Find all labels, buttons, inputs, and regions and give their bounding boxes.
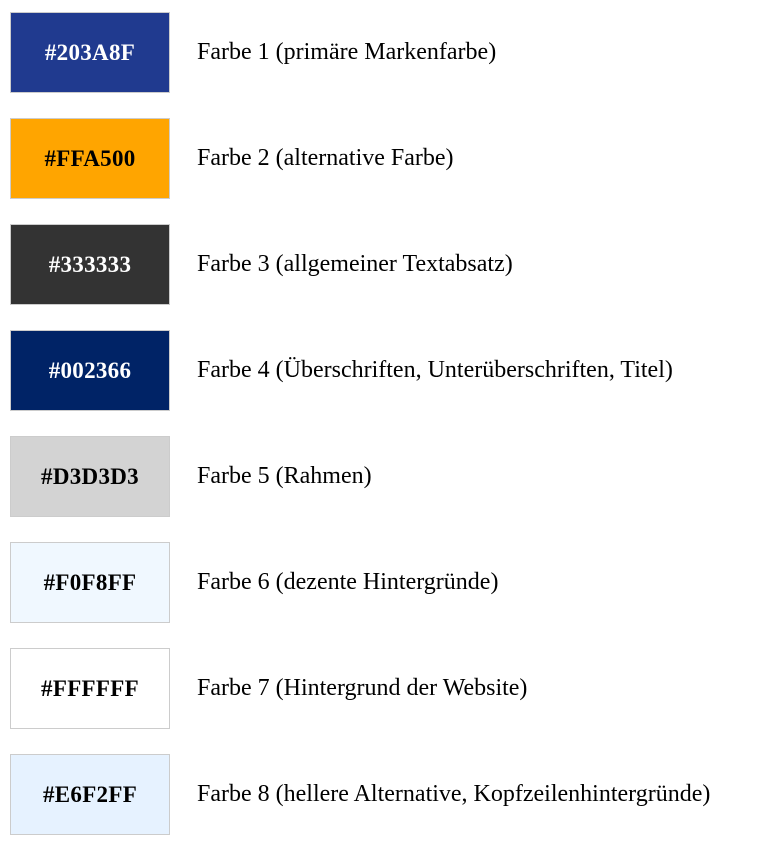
color-swatch xyxy=(10,330,170,411)
color-row xyxy=(10,648,776,729)
swatch-hex-label: #002366 xyxy=(48,357,132,383)
color-description: Farbe 1 (primäre Markenfarbe) xyxy=(197,39,497,65)
color-swatch xyxy=(10,224,170,305)
color-row xyxy=(10,118,776,199)
swatch-hex-label: #FFFFFF xyxy=(41,675,139,701)
swatch-hex-label: #333333 xyxy=(48,251,132,277)
color-description: Farbe 3 (allgemeiner Textabsatz) xyxy=(197,251,513,277)
color-swatch xyxy=(10,436,170,517)
color-description: Farbe 2 (alternative Farbe) xyxy=(197,145,454,171)
color-swatch xyxy=(10,648,170,729)
color-row xyxy=(10,542,776,623)
color-description: Farbe 7 (Hintergrund der Website) xyxy=(197,675,528,701)
color-swatch xyxy=(10,754,170,835)
color-description: Farbe 6 (dezente Hintergründe) xyxy=(197,569,499,595)
color-description: Farbe 4 (Überschriften, Unterüberschriften, Titel) xyxy=(197,357,673,383)
color-description: Farbe 5 (Rahmen) xyxy=(197,463,372,489)
color-swatch xyxy=(10,12,170,93)
color-row xyxy=(10,330,776,411)
color-row xyxy=(10,224,776,305)
swatch-hex-label: #D3D3D3 xyxy=(41,463,139,489)
swatch-hex-label: #FFA500 xyxy=(44,145,136,171)
swatch-hex-label: #E6F2FF xyxy=(42,781,138,807)
color-swatch xyxy=(10,542,170,623)
swatch-hex-label: #F0F8FF xyxy=(43,569,137,595)
color-swatch xyxy=(10,118,170,199)
swatch-hex-label: #203A8F xyxy=(44,39,136,65)
color-description: Farbe 8 (hellere Alternative, Kopfzeilenhintergründe) xyxy=(197,781,711,807)
color-row xyxy=(10,12,776,93)
color-row xyxy=(10,436,776,517)
color-row xyxy=(10,754,776,835)
